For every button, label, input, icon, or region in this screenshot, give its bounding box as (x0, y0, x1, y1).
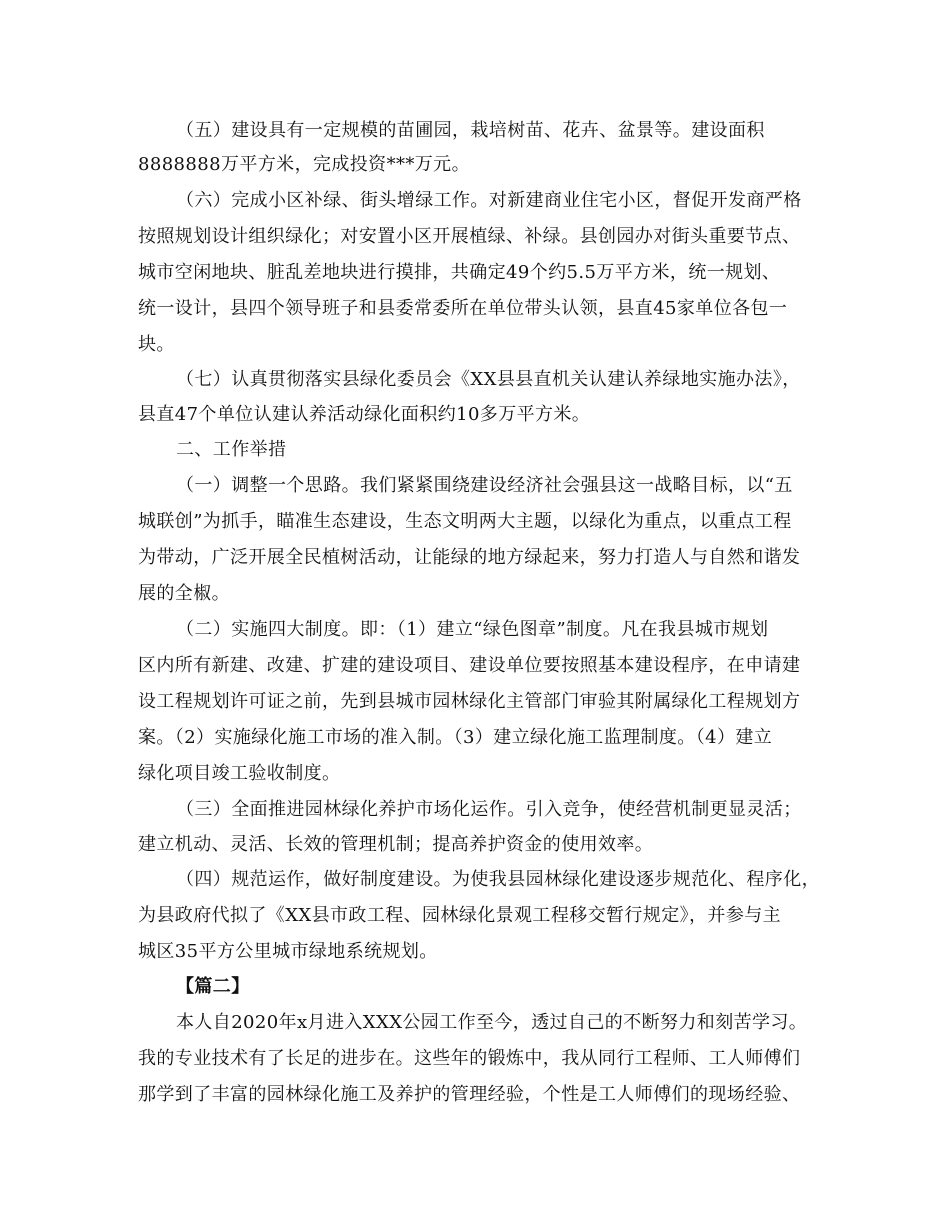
text-line: 我的专业技术有了长足的进步在。这些年的锻炼中，我从同行工程师、工人师傅们 (138, 1048, 801, 1069)
text-line: （七）认真贯彻落实县绿化委员会《XX县县直机关认建认养绿地实施办法》， (176, 369, 801, 390)
section-heading: 二、工作举措 (176, 439, 287, 460)
text-line: 为县政府代拟了《XX县市政工程、园林绿化景观工程移交暂行规定》，并参与主 (138, 905, 782, 926)
text-line: （三）全面推进园林绿化养护市场化运作。引入竞争，使经营机制更显灵活； (176, 799, 802, 820)
text-line: 为带动，广泛开展全民植树活动，让能绿的地方绿起来，努力打造人与自然和谐发 (138, 547, 801, 568)
text-line: （一）调整一个思路。我们紧紧围绕建设经济社会强县这一战略目标，以“五 (176, 475, 793, 496)
text-line: 8888888万平方米，完成投资***万元。 (138, 154, 470, 175)
text-line: 统一设计，县四个领导班子和县委常委所在单位带头认领，县直45家单位各包一 (138, 298, 788, 319)
text-line: 本人自2020年x月进入XXX公园工作至今，透过自己的不断努力和刻苦学习。 (176, 1012, 808, 1033)
text-line: 块。 (138, 334, 175, 355)
text-line: （六）完成小区补绿、街头增绿工作。对新建商业住宅小区，督促开发商严格 (176, 190, 802, 211)
text-line: 展的全椒。 (138, 583, 230, 604)
text-line: （五）建设具有一定规模的苗圃园，栽培树苗、花卉、盆景等。建设面积 (176, 120, 765, 141)
text-line: 绿化项目竣工验收制度。 (138, 763, 341, 784)
section-title: 【篇二】 (176, 976, 250, 997)
text-line: （四）规范运作，做好制度建设。为使我县园林绿化建设逐步规范化、程序化， (176, 869, 820, 890)
text-line: 区内所有新建、改建、扩建的建设项目、建设单位要按照基本建设程序，在申请建 (138, 655, 801, 676)
text-line: 案。（2）实施绿化施工市场的准入制。（3）建立绿化施工监理制度。（4）建立 (138, 727, 773, 748)
text-line: 城市空闲地块、脏乱差地块进行摸排，共确定49个约5.5万平方米，统一规划、 (138, 262, 781, 283)
text-line: 那学到了丰富的园林绿化施工及养护的管理经验，个性是工人师傅们的现场经验、 (138, 1084, 801, 1105)
text-line: 设工程规划许可证之前，先到县城市园林绿化主管部门审验其附属绿化工程规划方 (138, 691, 801, 712)
text-line: 建立机动、灵活、长效的管理机制；提高养护资金的使用效率。 (138, 834, 654, 855)
text-line: 城联创”为抓手，瞄准生态建设，生态文明两大主题，以绿化为重点，以重点工程 (138, 511, 792, 532)
text-line: 县直47个单位认建认养活动绿化面积约10多万平方米。 (138, 404, 591, 425)
text-line: （二）实施四大制度。即：（1）建立“绿色图章”制度。凡在我县城市规划 (176, 619, 769, 640)
text-line: 城区35平方公里城市绿地系统规划。 (138, 941, 438, 962)
text-line: 按照规划设计组织绿化；对安置小区开展植绿、补绿。县创园办对街头重要节点、 (138, 226, 801, 247)
